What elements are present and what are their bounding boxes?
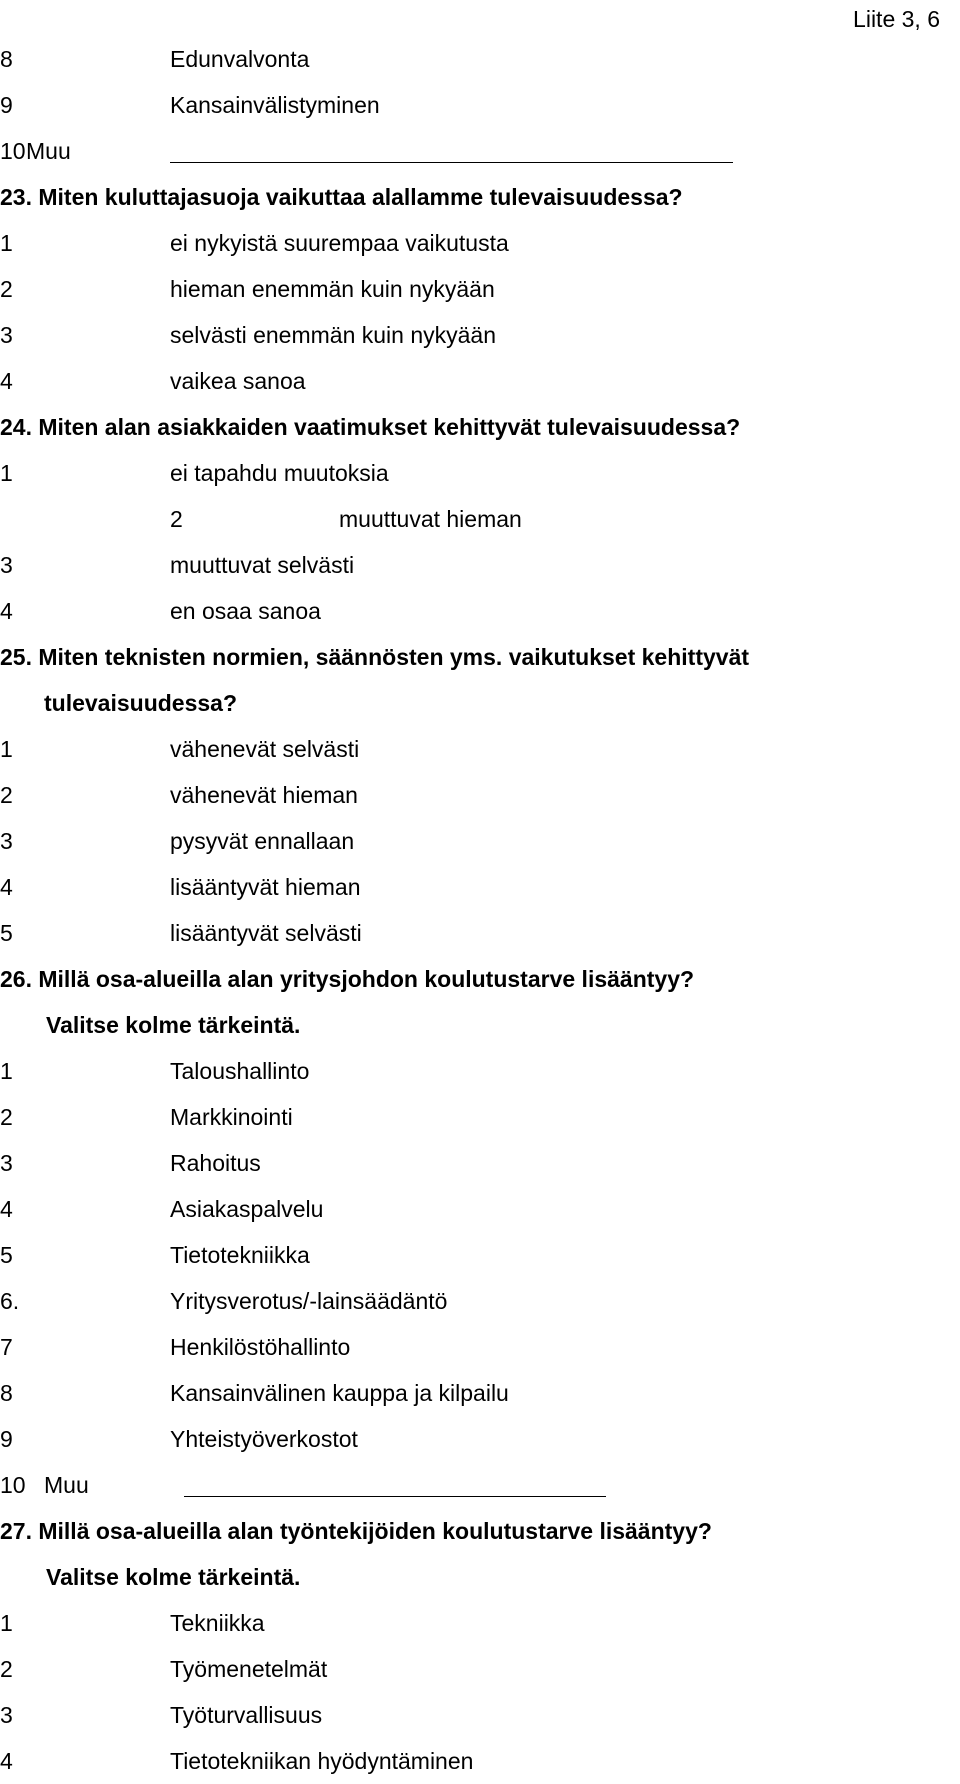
question-title-continued: tulevaisuudessa? — [44, 690, 238, 716]
question-title: 25. Miten teknisten normien, säännösten yms. vaikutukset kehittyvät — [0, 644, 750, 670]
option-number: 1 — [0, 230, 13, 256]
fill-in-blank-line[interactable] — [170, 162, 733, 163]
option-number: 3 — [0, 1150, 13, 1176]
option-label: selvästi enemmän kuin nykyään — [170, 322, 496, 348]
option-number: 5 — [0, 1242, 13, 1268]
option-label: vähenevät hieman — [170, 782, 358, 808]
option-label: Tietotekniikan hyödyntäminen — [170, 1748, 474, 1774]
option-label: en osaa sanoa — [170, 598, 321, 624]
option-number: 4 — [0, 368, 13, 394]
option-number: 2 — [170, 506, 183, 532]
option-label: lisääntyvät selvästi — [170, 920, 362, 946]
option-label: Taloushallinto — [170, 1058, 310, 1084]
option-number: 2 — [0, 1104, 13, 1130]
option-label: muuttuvat selvästi — [170, 552, 355, 578]
option-label: hieman enemmän kuin nykyään — [170, 276, 495, 302]
option-label: Muu — [44, 1472, 89, 1498]
option-label: Yhteistyöverkostot — [170, 1426, 358, 1452]
question-title: 24. Miten alan asiakkaiden vaatimukset kehittyvät tulevaisuudessa? — [0, 414, 741, 440]
question-title: 26. Millä osa-alueilla alan yritysjohdon koulutustarve lisääntyy? — [0, 966, 695, 992]
option-number: 7 — [0, 1334, 13, 1360]
option-number: 9 — [0, 92, 13, 118]
option-number: 3 — [0, 828, 13, 854]
option-number: 5 — [0, 920, 13, 946]
option-label: Yritysverotus/-lainsäädäntö — [170, 1288, 448, 1314]
option-label: Henkilöstöhallinto — [170, 1334, 351, 1360]
option-label: Asiakaspalvelu — [170, 1196, 324, 1222]
option-label: ei tapahdu muutoksia — [170, 460, 389, 486]
option-number: 3 — [0, 1702, 13, 1728]
fill-in-blank-line[interactable] — [184, 1496, 606, 1497]
option-label: Markkinointi — [170, 1104, 293, 1130]
option-row-other — [0, 134, 960, 168]
option-row-other — [0, 1468, 960, 1502]
option-number: 10 — [0, 1472, 26, 1498]
option-number: 2 — [0, 782, 13, 808]
question-instruction: Valitse kolme tärkeintä. — [46, 1012, 301, 1038]
option-label: vaikea sanoa — [170, 368, 306, 394]
option-label: Muu — [26, 138, 71, 164]
option-number: 2 — [0, 1656, 13, 1682]
option-label: ei nykyistä suurempaa vaikutusta — [170, 230, 509, 256]
page-header: Liite 3, 6 — [853, 6, 940, 32]
option-label: Kansainvälistyminen — [170, 92, 380, 118]
option-label: Kansainvälinen kauppa ja kilpailu — [170, 1380, 509, 1406]
option-row — [0, 502, 600, 536]
option-number: 4 — [0, 598, 13, 624]
option-number: 6. — [0, 1288, 20, 1314]
option-number: 1 — [0, 460, 13, 486]
option-number: 9 — [0, 1426, 13, 1452]
option-number: 8 — [0, 1380, 13, 1406]
question-instruction: Valitse kolme tärkeintä. — [46, 1564, 301, 1590]
question-title: 23. Miten kuluttajasuoja vaikuttaa alallamme tulevaisuudessa? — [0, 184, 683, 210]
option-number: 2 — [0, 276, 13, 302]
option-number: 8 — [0, 46, 13, 72]
option-label: Työmenetelmät — [170, 1656, 328, 1682]
option-label: Rahoitus — [170, 1150, 261, 1176]
option-number: 3 — [0, 322, 13, 348]
option-number: 3 — [0, 552, 13, 578]
option-number: 4 — [0, 1748, 13, 1774]
option-label: Työturvallisuus — [170, 1702, 323, 1728]
option-number: 4 — [0, 874, 13, 900]
option-label: Edunvalvonta — [170, 46, 310, 72]
question-title: 27. Millä osa-alueilla alan työntekijöiden koulutustarve lisääntyy? — [0, 1518, 712, 1544]
option-label: Tietotekniikka — [170, 1242, 310, 1268]
option-number: 4 — [0, 1196, 13, 1222]
option-label: pysyvät ennallaan — [170, 828, 355, 854]
option-number: 1 — [0, 736, 13, 762]
option-label: vähenevät selvästi — [170, 736, 360, 762]
option-label: lisääntyvät hieman — [170, 874, 361, 900]
option-label: Tekniikka — [170, 1610, 265, 1636]
option-label: muuttuvat hieman — [339, 506, 522, 532]
option-number: 10 — [0, 138, 26, 164]
option-number: 1 — [0, 1610, 13, 1636]
option-number: 1 — [0, 1058, 13, 1084]
